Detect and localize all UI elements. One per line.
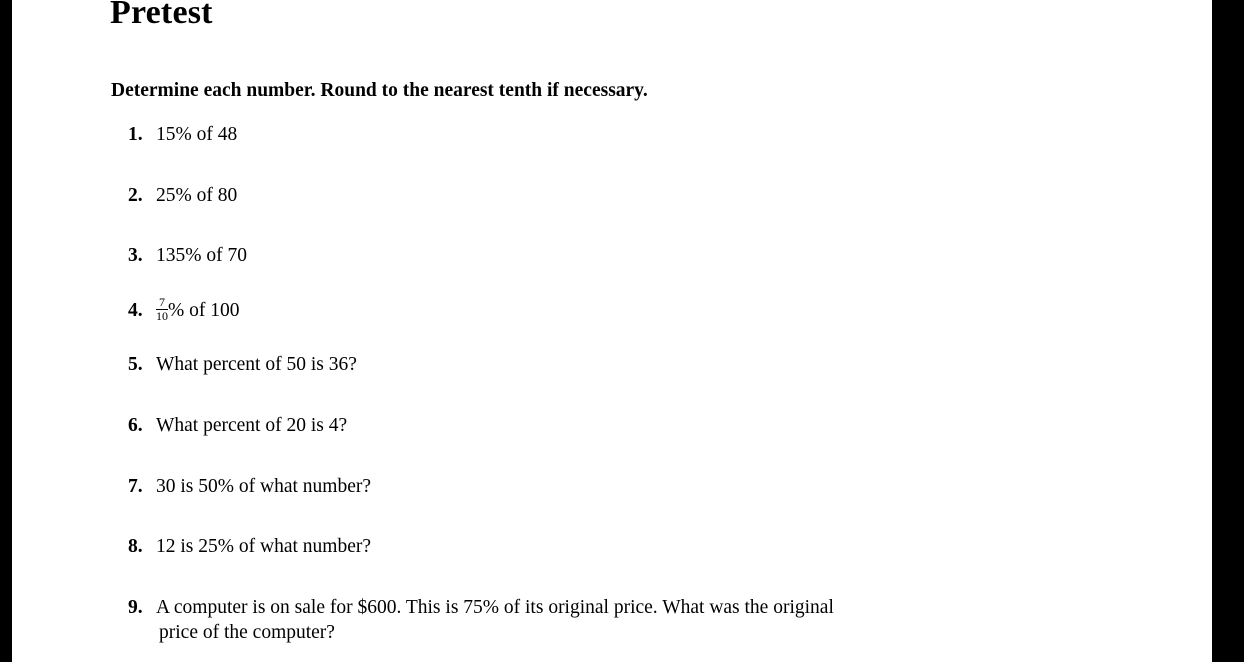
problem-text: 135% of 70	[156, 245, 247, 266]
problem-item	[128, 183, 237, 208]
fraction-numerator: 7	[156, 296, 168, 310]
problem-text: A computer is on sale for $600. This is 75% of its original price. What was the original	[156, 597, 834, 618]
problem-text: % of 100	[168, 300, 240, 321]
problem-item	[128, 295, 240, 325]
instructions: Determine each number. Round to the nearest tenth if necessary.	[111, 80, 648, 101]
worksheet-page	[12, 0, 1212, 662]
page-title: Pretest	[110, 0, 213, 31]
problem-item	[128, 534, 371, 559]
fraction-denominator: 10	[156, 309, 168, 324]
problem-text: What percent of 20 is 4?	[156, 415, 348, 436]
problem-text: What percent of 50 is 36?	[156, 354, 357, 375]
problem-number: 5.	[128, 354, 143, 375]
problem-text: 15% of 48	[156, 124, 238, 145]
problem-number: 3.	[128, 245, 143, 266]
problem-item	[128, 352, 357, 377]
problem-text: 25% of 80	[156, 185, 238, 206]
problem-number: 9.	[128, 597, 143, 618]
problem-item	[128, 595, 834, 645]
problem-text-continued: price of the computer?	[159, 622, 335, 643]
problem-item	[128, 243, 247, 268]
problem-number: 6.	[128, 415, 143, 436]
problem-text: 30 is 50% of what number?	[156, 476, 371, 497]
problem-number: 4.	[128, 300, 143, 321]
problem-item	[128, 474, 371, 499]
problem-number: 2.	[128, 185, 143, 206]
problem-number: 1.	[128, 124, 143, 145]
fraction	[156, 296, 168, 323]
problem-text: 12 is 25% of what number?	[156, 536, 371, 557]
problem-number: 8.	[128, 536, 143, 557]
problem-number: 7.	[128, 476, 143, 497]
problem-item	[128, 122, 237, 147]
problem-item	[128, 413, 347, 438]
